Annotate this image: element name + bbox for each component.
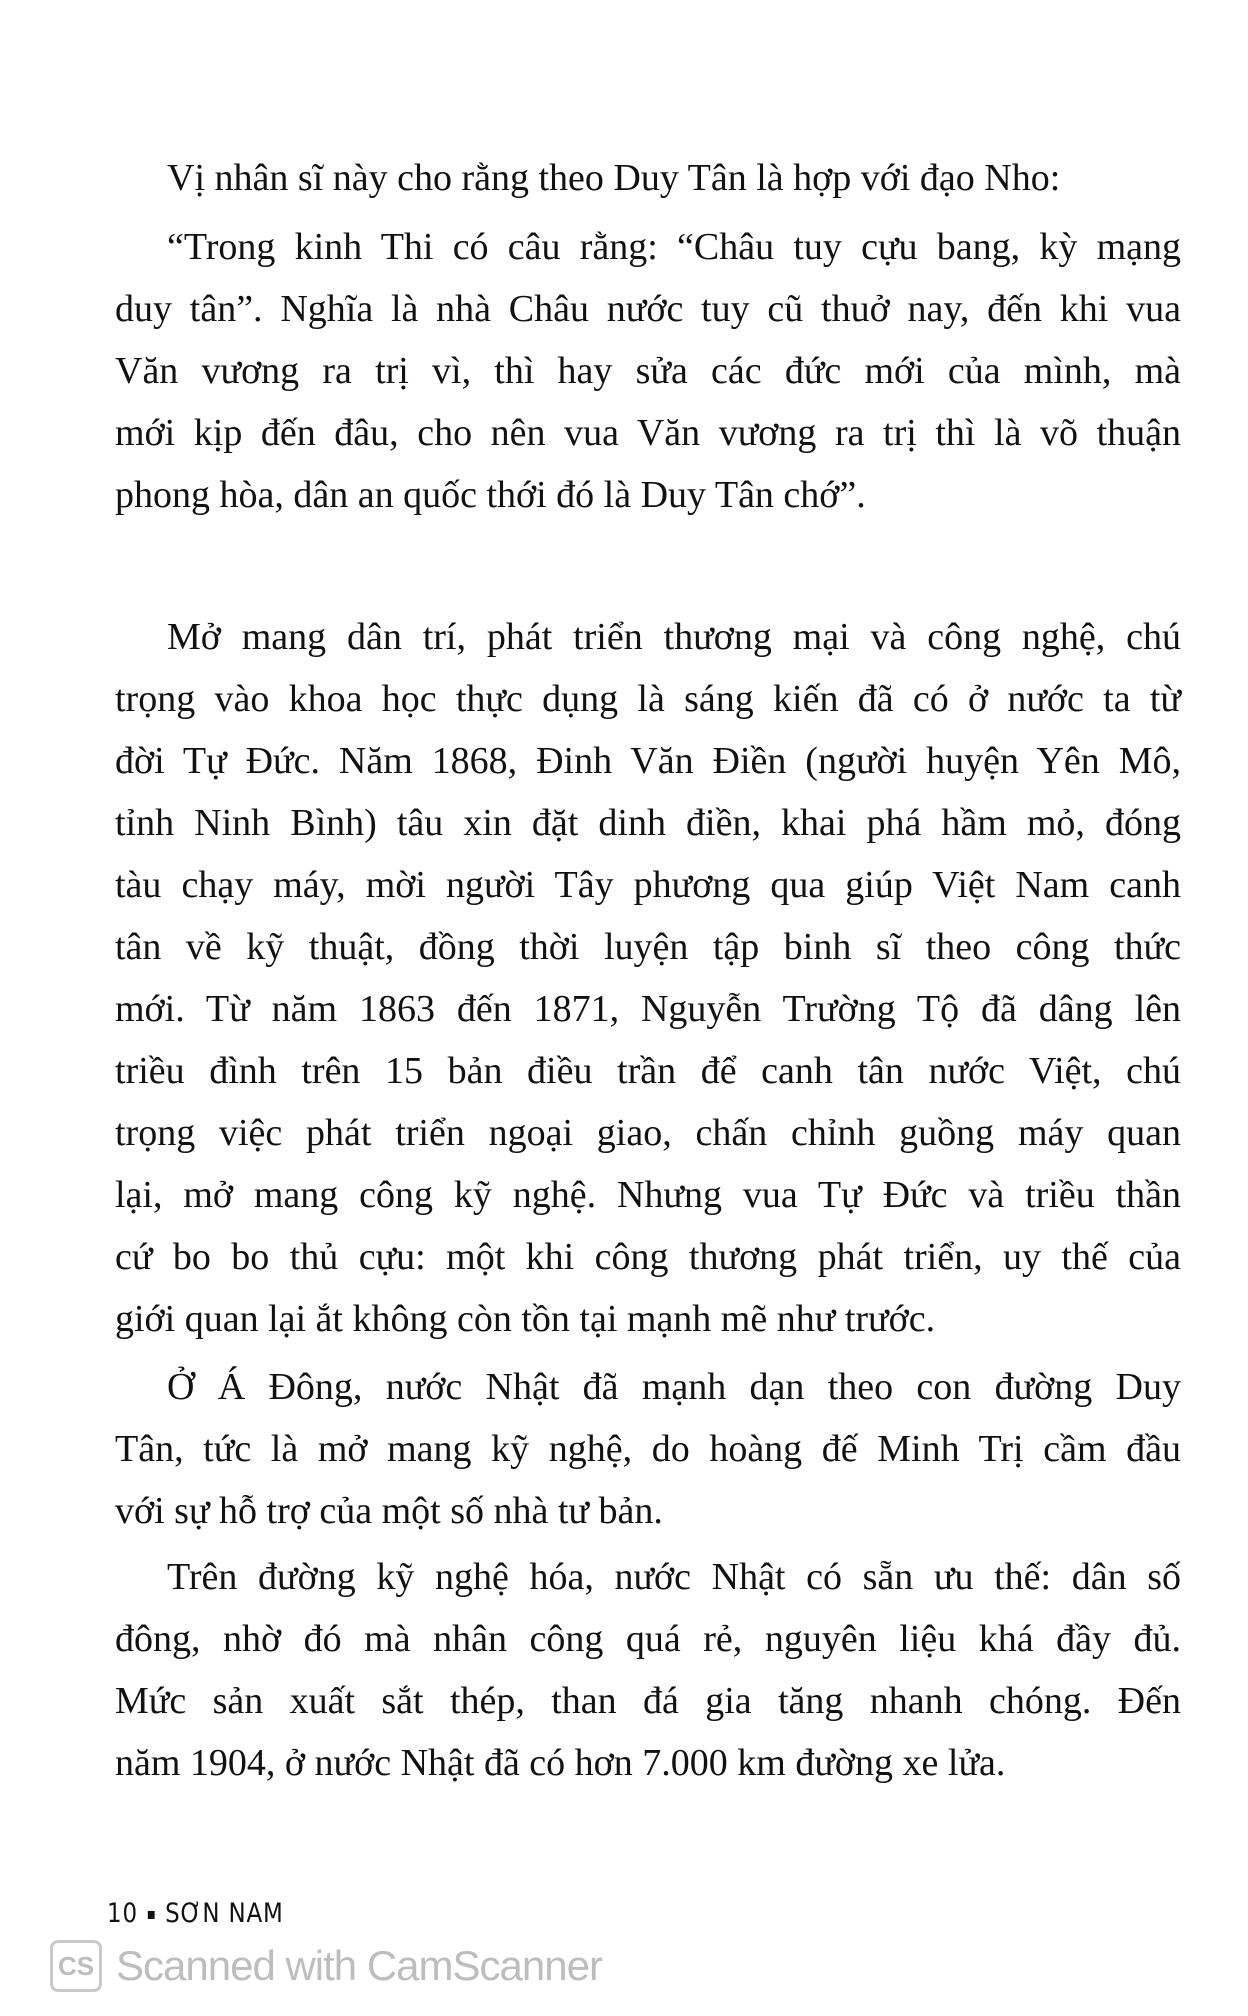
text-line: Vị nhân sĩ này cho rằng theo Duy Tân là hợp với đạo Nho: bbox=[167, 157, 1061, 199]
text-line: “Trong kinh Thi có câu rằng: “Châu tuy cựu bang, kỳ mạng bbox=[167, 226, 1181, 268]
paragraph bbox=[115, 147, 1181, 209]
camscanner-logo-icon: CS bbox=[50, 1940, 102, 1992]
text-line: tỉnh Ninh Bình) tâu xin đặt dinh điền, khai phá hầm mỏ, đóng bbox=[115, 802, 1181, 844]
text-line: Ở Á Đông, nước Nhật đã mạnh dạn theo con đường Duy bbox=[167, 1366, 1181, 1408]
text-line: duy tân”. Nghĩa là nhà Châu nước tuy cũ thuở nay, đến khi vua bbox=[115, 288, 1181, 330]
paragraph-quote bbox=[115, 216, 1181, 526]
text-line: cứ bo bo thủ cựu: một khi công thương phát triển, uy thế của bbox=[115, 1236, 1181, 1278]
text-line: triều đình trên 15 bản điều trần để canh tân nước Việt, chú bbox=[115, 1050, 1181, 1092]
page-footer bbox=[107, 1898, 284, 1929]
text-line: giới quan lại ắt không còn tồn tại mạnh mẽ như trước. bbox=[115, 1298, 936, 1340]
text-line: Văn vương ra trị vì, thì hay sửa các đức mới của mình, mà bbox=[115, 350, 1181, 392]
text-line: lại, mở mang công kỹ nghệ. Nhưng vua Tự Đức và triều thần bbox=[115, 1174, 1181, 1216]
text-line: Mức sản xuất sắt thép, than đá gia tăng nhanh chóng. Đến bbox=[115, 1680, 1181, 1722]
camscanner-watermark bbox=[50, 1940, 602, 1992]
text-line: mới. Từ năm 1863 đến 1871, Nguyễn Trường Tộ đã dâng lên bbox=[115, 988, 1181, 1030]
text-line: Trên đường kỹ nghệ hóa, nước Nhật có sẵn ưu thế: dân số bbox=[167, 1556, 1181, 1598]
text-line: Tân, tức là mở mang kỹ nghệ, do hoàng đế Minh Trị cầm đầu bbox=[115, 1428, 1181, 1470]
text-line: trọng vào khoa học thực dụng là sáng kiến đã có ở nước ta từ bbox=[115, 678, 1181, 720]
text-line: đông, nhờ đó mà nhân công quá rẻ, nguyên liệu khá đầy đủ. bbox=[115, 1618, 1181, 1660]
paragraph bbox=[115, 1356, 1181, 1542]
text-line: đời Tự Đức. Năm 1868, Đinh Văn Điền (người huyện Yên Mô, bbox=[115, 740, 1181, 782]
text-line: Mở mang dân trí, phát triển thương mại và công nghệ, chú bbox=[167, 616, 1181, 658]
paragraph bbox=[115, 1546, 1181, 1794]
text-line: năm 1904, ở nước Nhật đã có hơn 7.000 km đường xe lửa. bbox=[115, 1742, 1006, 1784]
text-line: tân về kỹ thuật, đồng thời luyện tập binh sĩ theo công thức bbox=[115, 926, 1181, 968]
page-number: 10 bbox=[107, 1898, 138, 1929]
paragraph bbox=[115, 606, 1181, 1350]
text-line: tàu chạy máy, mời người Tây phương qua giúp Việt Nam canh bbox=[115, 864, 1181, 906]
text-line: mới kịp đến đâu, cho nên vua Văn vương ra trị thì là võ thuận bbox=[115, 412, 1181, 454]
text-line: với sự hỗ trợ của một số nhà tư bản. bbox=[115, 1490, 663, 1532]
text-line: phong hòa, dân an quốc thới đó là Duy Tân chớ”. bbox=[115, 474, 866, 516]
bullet-separator bbox=[148, 1911, 155, 1919]
watermark-text: Scanned with CamScanner bbox=[116, 1942, 602, 1989]
text-line: trọng việc phát triển ngoại giao, chấn chỉnh guồng máy quan bbox=[115, 1112, 1181, 1154]
author-name: SƠN NAM bbox=[165, 1898, 284, 1929]
